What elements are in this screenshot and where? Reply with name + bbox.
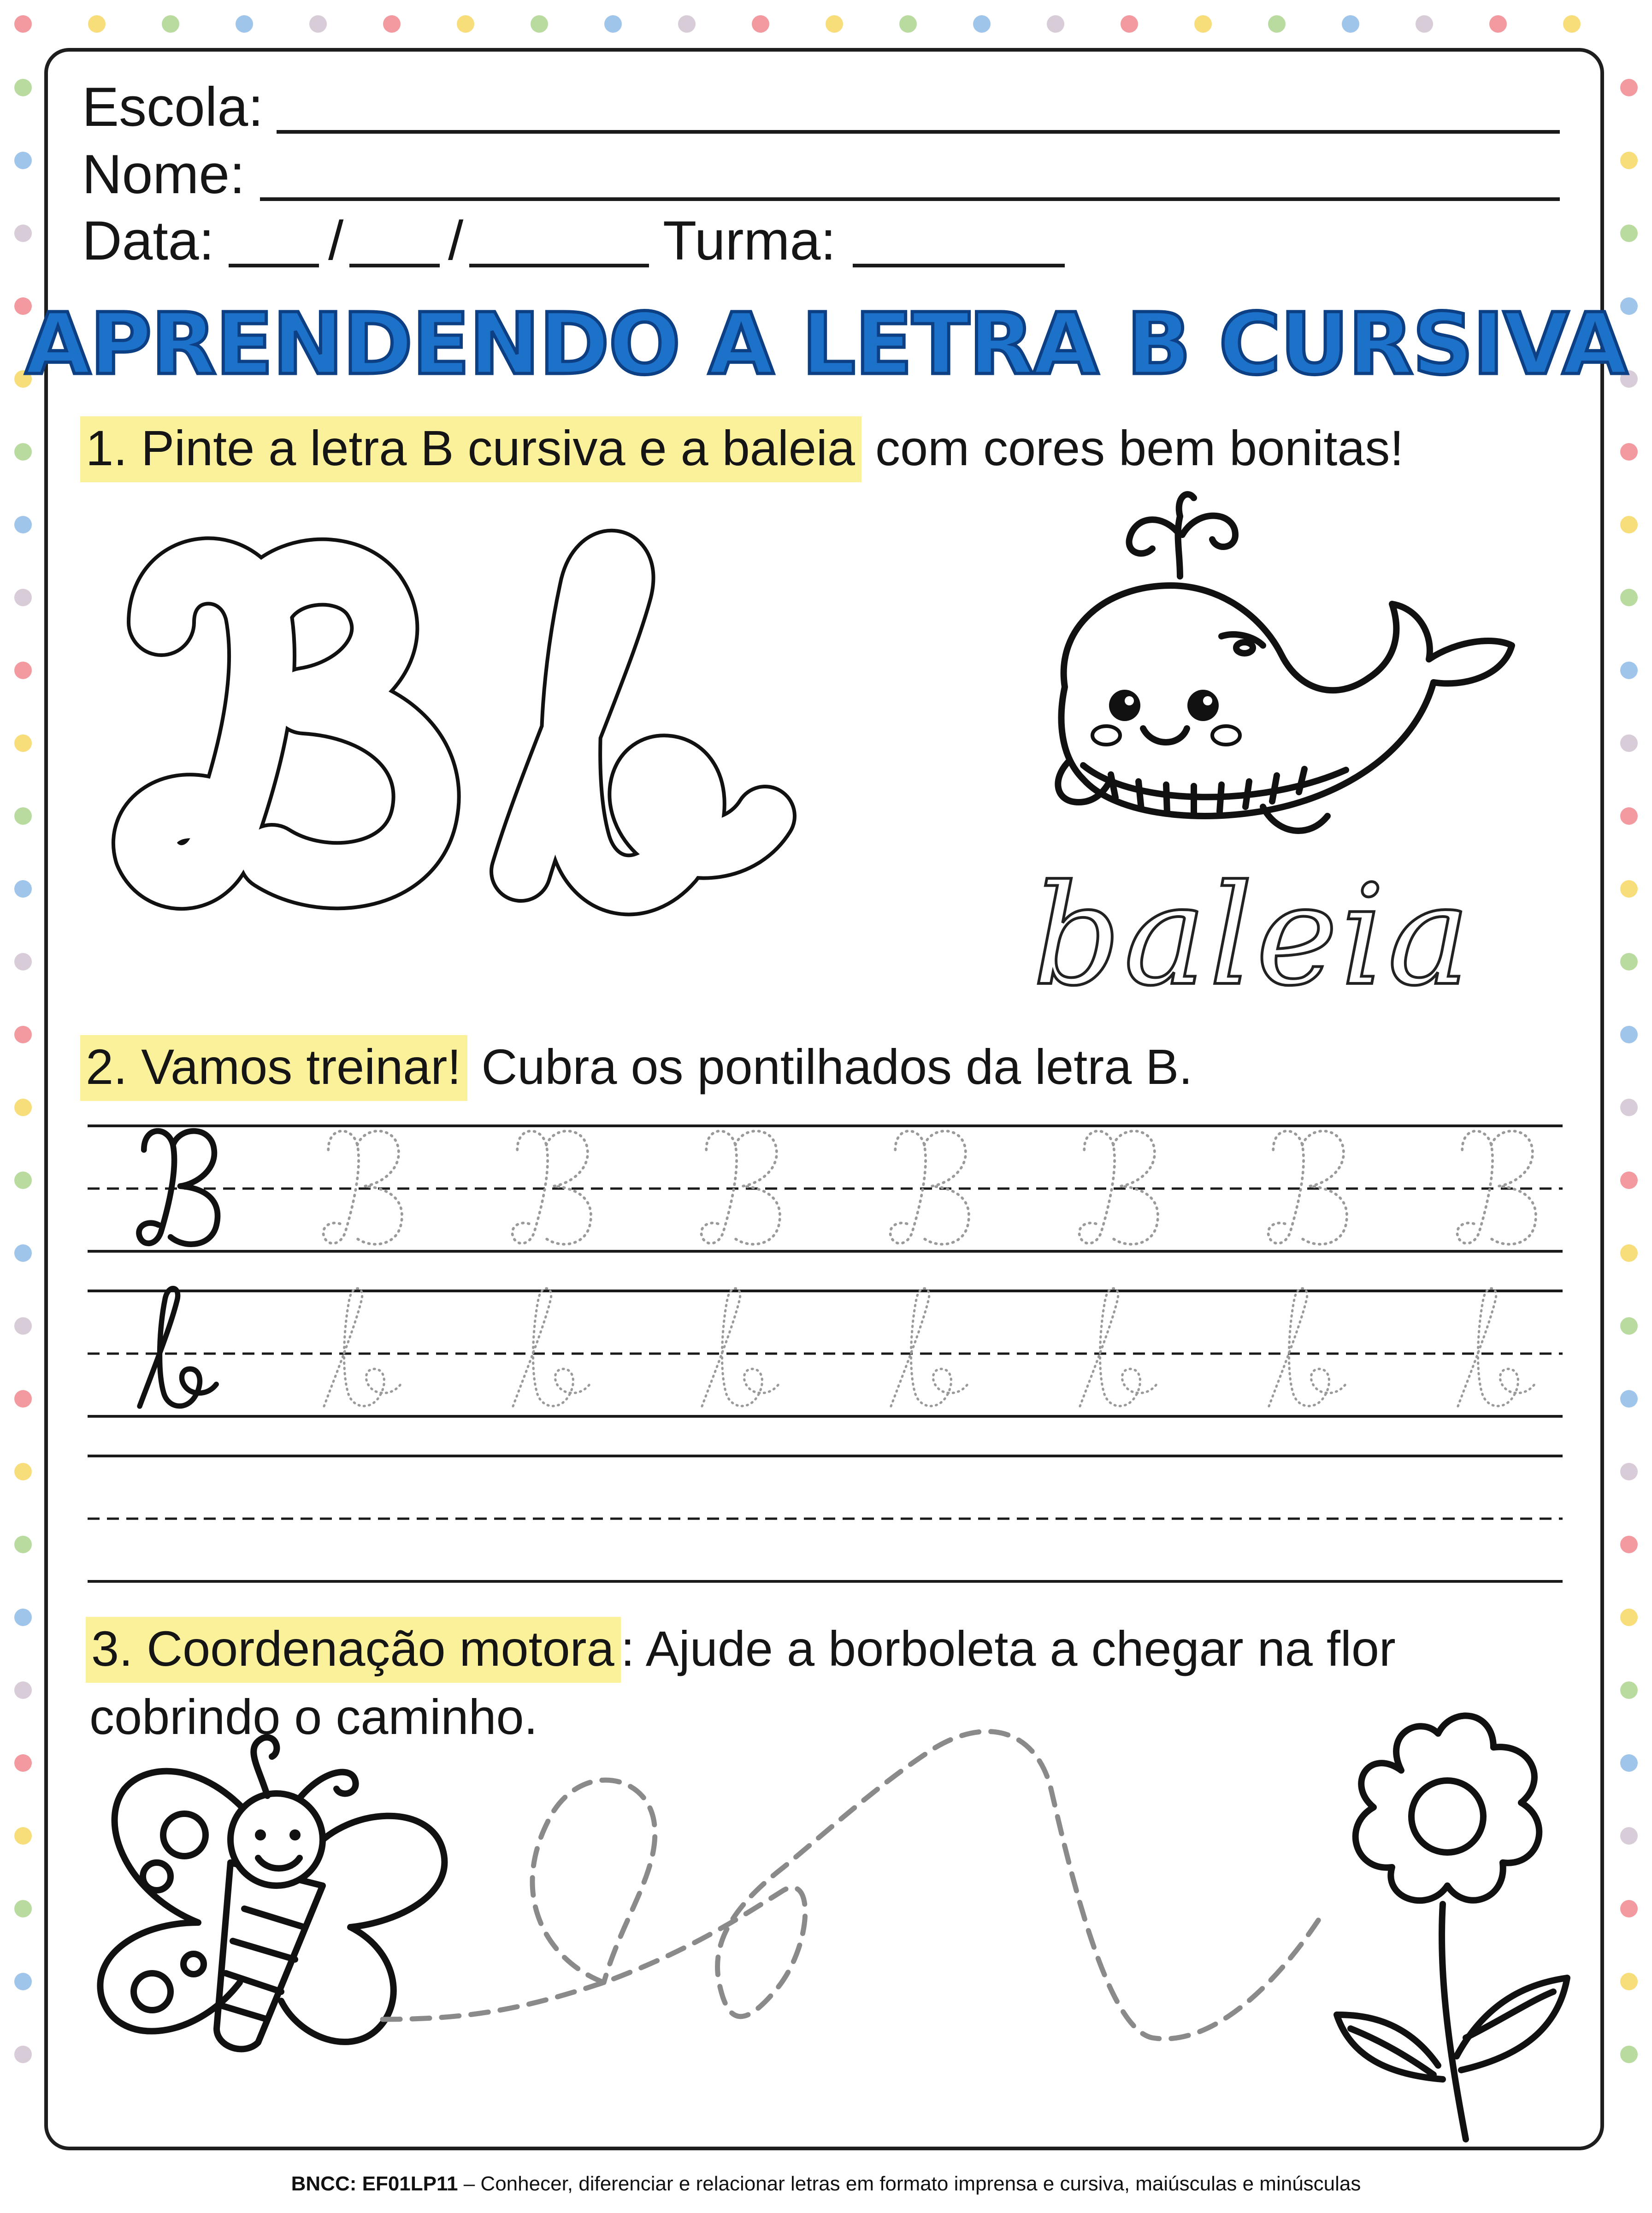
page-title: APRENDENDO A LETRA B CURSIVA <box>25 295 1627 394</box>
date-separator: / <box>448 210 464 272</box>
bncc-code: BNCC: EF01LP11 <box>291 2172 458 2195</box>
section1-rest: com cores bem bonitas! <box>861 420 1404 476</box>
baleia-dotted-word: baleia <box>1032 855 1473 1016</box>
section2-rest: Cubra os pontilhados da letra B. <box>467 1039 1193 1095</box>
section1-highlight: 1. Pinte a letra B cursiva e a baleia <box>80 416 861 482</box>
section2-highlight: 2. Vamos treinar! <box>80 1035 467 1101</box>
section3-rest: : Ajude a borboleta a chegar na flor <box>620 1621 1396 1676</box>
section3-highlight: 3. Coordenação motora <box>86 1617 621 1683</box>
class-label: Turma: <box>663 210 836 272</box>
bncc-description: – Conhecer, diferenciar e relacionar letras em formato imprensa e cursiva, maiúsculas e minúsculas <box>458 2172 1361 2195</box>
school-label: Escola: <box>82 76 264 138</box>
date-separator: / <box>328 210 344 272</box>
name-label: Nome: <box>82 143 245 205</box>
butterfly-illustration <box>100 1737 444 2049</box>
flower-illustration <box>1337 1716 1567 2139</box>
section3-instruction-line2: cobrindo o caminho. <box>89 1689 538 1745</box>
dashed-trace-path[interactable] <box>383 1732 1323 2039</box>
date-label: Data: <box>82 210 214 272</box>
bncc-footer <box>0 2172 1652 2195</box>
